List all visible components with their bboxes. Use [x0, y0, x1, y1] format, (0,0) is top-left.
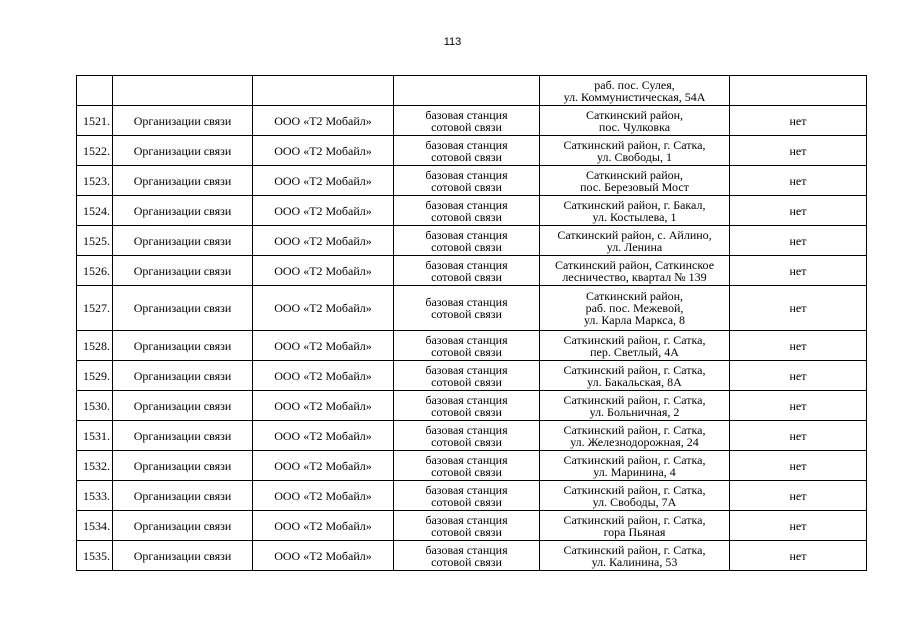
table-row	[77, 106, 867, 136]
category-cell: Организации связи	[113, 361, 253, 391]
address-cell	[540, 421, 730, 451]
address-line: гора Пьяная	[603, 524, 666, 539]
table-row	[77, 256, 867, 286]
address-cell	[540, 541, 730, 571]
facility-type-line: сотовой связи	[431, 374, 502, 389]
facility-type-line: базовая станция	[425, 452, 508, 467]
address-cell	[540, 166, 730, 196]
table-row	[77, 331, 867, 361]
facility-type-line: базовая станция	[425, 295, 508, 309]
address-line: Саткинский район, Саткинское	[554, 257, 715, 272]
facility-type-line: сотовой связи	[431, 307, 502, 321]
facility-type-line: базовая станция	[425, 512, 508, 527]
address-line: Саткинский район, г. Сатка,	[563, 542, 706, 557]
address-line: ул. Свободы, 7А	[592, 494, 677, 509]
address-line: ул. Железнодорожная, 24	[570, 434, 699, 449]
facility-type-cell	[394, 76, 540, 106]
facility-type-line: сотовой связи	[431, 434, 502, 449]
organization-cell: ООО «Т2 Мобайл»	[253, 451, 394, 481]
facility-type-cell	[394, 361, 540, 391]
facility-type-line: сотовой связи	[431, 524, 502, 539]
address-cell	[540, 391, 730, 421]
organization-cell: ООО «Т2 Мобайл»	[253, 166, 394, 196]
row-number-cell: 1530.	[77, 391, 113, 421]
flag-cell: нет	[730, 196, 867, 226]
address-cell	[540, 286, 730, 331]
category-cell	[113, 76, 253, 106]
table-row-continuation	[77, 76, 867, 106]
facility-type-line: базовая станция	[425, 422, 508, 437]
category-cell: Организации связи	[113, 286, 253, 331]
row-number-cell: 1531.	[77, 421, 113, 451]
category-cell: Организации связи	[113, 196, 253, 226]
address-line: пос. Березовый Мост	[580, 179, 689, 194]
address-cell	[540, 256, 730, 286]
address-line: лесничество, квартал № 139	[562, 269, 707, 284]
address-line: ул. Карла Маркса, 8	[583, 313, 686, 327]
facility-type-cell	[394, 541, 540, 571]
flag-cell: нет	[730, 331, 867, 361]
category-cell: Организации связи	[113, 331, 253, 361]
category-cell: Организации связи	[113, 511, 253, 541]
address-line: раб. пос. Сулея,	[594, 77, 675, 92]
address-line: Саткинский район, г. Сатка,	[563, 137, 706, 152]
row-number-cell: 1525.	[77, 226, 113, 256]
facility-type-line: сотовой связи	[431, 149, 502, 164]
flag-cell: нет	[730, 166, 867, 196]
table-body	[77, 76, 867, 571]
facility-type-line: базовая станция	[425, 197, 508, 212]
address-cell	[540, 511, 730, 541]
row-number-cell: 1529.	[77, 361, 113, 391]
organization-cell	[253, 76, 394, 106]
facility-type-line: базовая станция	[425, 107, 508, 122]
flag-cell: нет	[730, 481, 867, 511]
organization-cell: ООО «Т2 Мобайл»	[253, 421, 394, 451]
category-cell: Организации связи	[113, 451, 253, 481]
address-line: Саткинский район, г. Сатка,	[563, 512, 706, 527]
row-number-cell: 1533.	[77, 481, 113, 511]
address-line: Саткинский район, г. Сатка,	[563, 332, 706, 347]
page-number: 113	[443, 36, 462, 48]
address-cell	[540, 226, 730, 256]
table-row	[77, 451, 867, 481]
address-line: Саткинский район,	[585, 167, 684, 182]
address-line: Саткинский район, г. Бакал,	[563, 197, 706, 212]
facility-type-line: сотовой связи	[431, 119, 502, 134]
category-cell: Организации связи	[113, 541, 253, 571]
address-line: Саткинский район,	[585, 289, 684, 303]
table-row	[77, 136, 867, 166]
row-number-cell: 1527.	[77, 286, 113, 331]
facility-type-line: сотовой связи	[431, 209, 502, 224]
row-number-cell: 1521.	[77, 106, 113, 136]
category-cell: Организации связи	[113, 106, 253, 136]
address-line: ул. Ленина	[606, 239, 663, 254]
row-number-cell: 1522.	[77, 136, 113, 166]
address-line: Саткинский район, г. Сатка,	[563, 422, 706, 437]
address-line: ул. Костылева, 1	[592, 209, 677, 224]
table-row	[77, 226, 867, 256]
row-number-cell: 1532.	[77, 451, 113, 481]
facility-type-cell	[394, 226, 540, 256]
table-row	[77, 286, 867, 331]
facility-type-line: базовая станция	[425, 482, 508, 497]
facility-type-cell	[394, 196, 540, 226]
category-cell: Организации связи	[113, 481, 253, 511]
flag-cell: нет	[730, 391, 867, 421]
facility-type-cell	[394, 136, 540, 166]
facility-type-line: базовая станция	[425, 227, 508, 242]
facility-type-line: сотовой связи	[431, 554, 502, 569]
address-line: Саткинский район, г. Сатка,	[563, 362, 706, 377]
table-row	[77, 361, 867, 391]
facility-type-cell	[394, 511, 540, 541]
organization-cell: ООО «Т2 Мобайл»	[253, 481, 394, 511]
row-number-cell: 1535.	[77, 541, 113, 571]
category-cell: Организации связи	[113, 391, 253, 421]
address-line: Саткинский район, г. Сатка,	[563, 452, 706, 467]
table-row	[77, 511, 867, 541]
address-line: пер. Светлый, 4А	[590, 344, 679, 359]
facility-type-cell	[394, 421, 540, 451]
facility-type-cell	[394, 331, 540, 361]
facility-type-line: базовая станция	[425, 542, 508, 557]
address-line: ул. Коммунистическая, 54А	[563, 89, 706, 104]
organization-cell: ООО «Т2 Мобайл»	[253, 391, 394, 421]
flag-cell: нет	[730, 226, 867, 256]
address-line: раб. пос. Межевой,	[585, 301, 684, 315]
address-line: Саткинский район, г. Сатка,	[563, 392, 706, 407]
organization-cell: ООО «Т2 Мобайл»	[253, 331, 394, 361]
facility-type-line: сотовой связи	[431, 269, 502, 284]
facility-type-line: сотовой связи	[431, 494, 502, 509]
facility-type-cell	[394, 286, 540, 331]
table-row	[77, 541, 867, 571]
facility-type-line: сотовой связи	[431, 344, 502, 359]
flag-cell: нет	[730, 136, 867, 166]
flag-cell: нет	[730, 541, 867, 571]
row-number-cell: 1524.	[77, 196, 113, 226]
row-number-cell: 1528.	[77, 331, 113, 361]
address-line: ул. Бакальская, 8А	[587, 374, 682, 389]
table-row	[77, 166, 867, 196]
address-line: Саткинский район, г. Сатка,	[563, 482, 706, 497]
facility-type-line: базовая станция	[425, 137, 508, 152]
row-number-cell: 1523.	[77, 166, 113, 196]
category-cell: Организации связи	[113, 256, 253, 286]
address-cell	[540, 481, 730, 511]
address-line: Саткинский район, с. Айлино,	[557, 227, 712, 242]
organization-cell: ООО «Т2 Мобайл»	[253, 226, 394, 256]
flag-cell: нет	[730, 106, 867, 136]
table-row	[77, 421, 867, 451]
organization-cell: ООО «Т2 Мобайл»	[253, 136, 394, 166]
organization-cell: ООО «Т2 Мобайл»	[253, 106, 394, 136]
address-line: Саткинский район,	[585, 107, 684, 122]
organization-cell: ООО «Т2 Мобайл»	[253, 511, 394, 541]
facility-type-cell	[394, 481, 540, 511]
facility-type-line: сотовой связи	[431, 404, 502, 419]
facility-type-cell	[394, 166, 540, 196]
facility-type-line: базовая станция	[425, 167, 508, 182]
row-number-cell	[77, 76, 113, 106]
facility-type-line: базовая станция	[425, 362, 508, 377]
facility-type-line: базовая станция	[425, 392, 508, 407]
facility-type-cell	[394, 391, 540, 421]
facility-type-line: базовая станция	[425, 257, 508, 272]
table-row	[77, 481, 867, 511]
organization-cell: ООО «Т2 Мобайл»	[253, 196, 394, 226]
category-cell: Организации связи	[113, 226, 253, 256]
address-line: ул. Маринина, 4	[593, 464, 676, 479]
facility-type-line: сотовой связи	[431, 239, 502, 254]
address-line: ул. Свободы, 1	[597, 149, 672, 164]
address-line: ул. Больничная, 2	[589, 404, 680, 419]
organization-cell: ООО «Т2 Мобайл»	[253, 286, 394, 331]
category-cell: Организации связи	[113, 166, 253, 196]
facility-type-cell	[394, 106, 540, 136]
address-cell	[540, 136, 730, 166]
facilities-table	[76, 75, 867, 571]
row-number-cell: 1526.	[77, 256, 113, 286]
table-row	[77, 391, 867, 421]
organization-cell: ООО «Т2 Мобайл»	[253, 541, 394, 571]
flag-cell: нет	[730, 256, 867, 286]
address-line: пос. Чулковка	[598, 119, 671, 134]
category-cell: Организации связи	[113, 136, 253, 166]
flag-cell: нет	[730, 421, 867, 451]
address-cell	[540, 196, 730, 226]
flag-cell: нет	[730, 511, 867, 541]
facility-type-line: сотовой связи	[431, 464, 502, 479]
flag-cell: нет	[730, 286, 867, 331]
address-cell	[540, 361, 730, 391]
address-cell	[540, 76, 730, 106]
address-cell	[540, 106, 730, 136]
table-row	[77, 196, 867, 226]
facility-type-cell	[394, 256, 540, 286]
facility-type-line: сотовой связи	[431, 179, 502, 194]
address-cell	[540, 451, 730, 481]
category-cell: Организации связи	[113, 421, 253, 451]
organization-cell: ООО «Т2 Мобайл»	[253, 256, 394, 286]
flag-cell	[730, 76, 867, 106]
organization-cell: ООО «Т2 Мобайл»	[253, 361, 394, 391]
facility-type-cell	[394, 451, 540, 481]
address-cell	[540, 331, 730, 361]
facility-type-line: базовая станция	[425, 332, 508, 347]
flag-cell: нет	[730, 361, 867, 391]
flag-cell: нет	[730, 451, 867, 481]
address-line: ул. Калинина, 53	[591, 554, 678, 569]
row-number-cell: 1534.	[77, 511, 113, 541]
